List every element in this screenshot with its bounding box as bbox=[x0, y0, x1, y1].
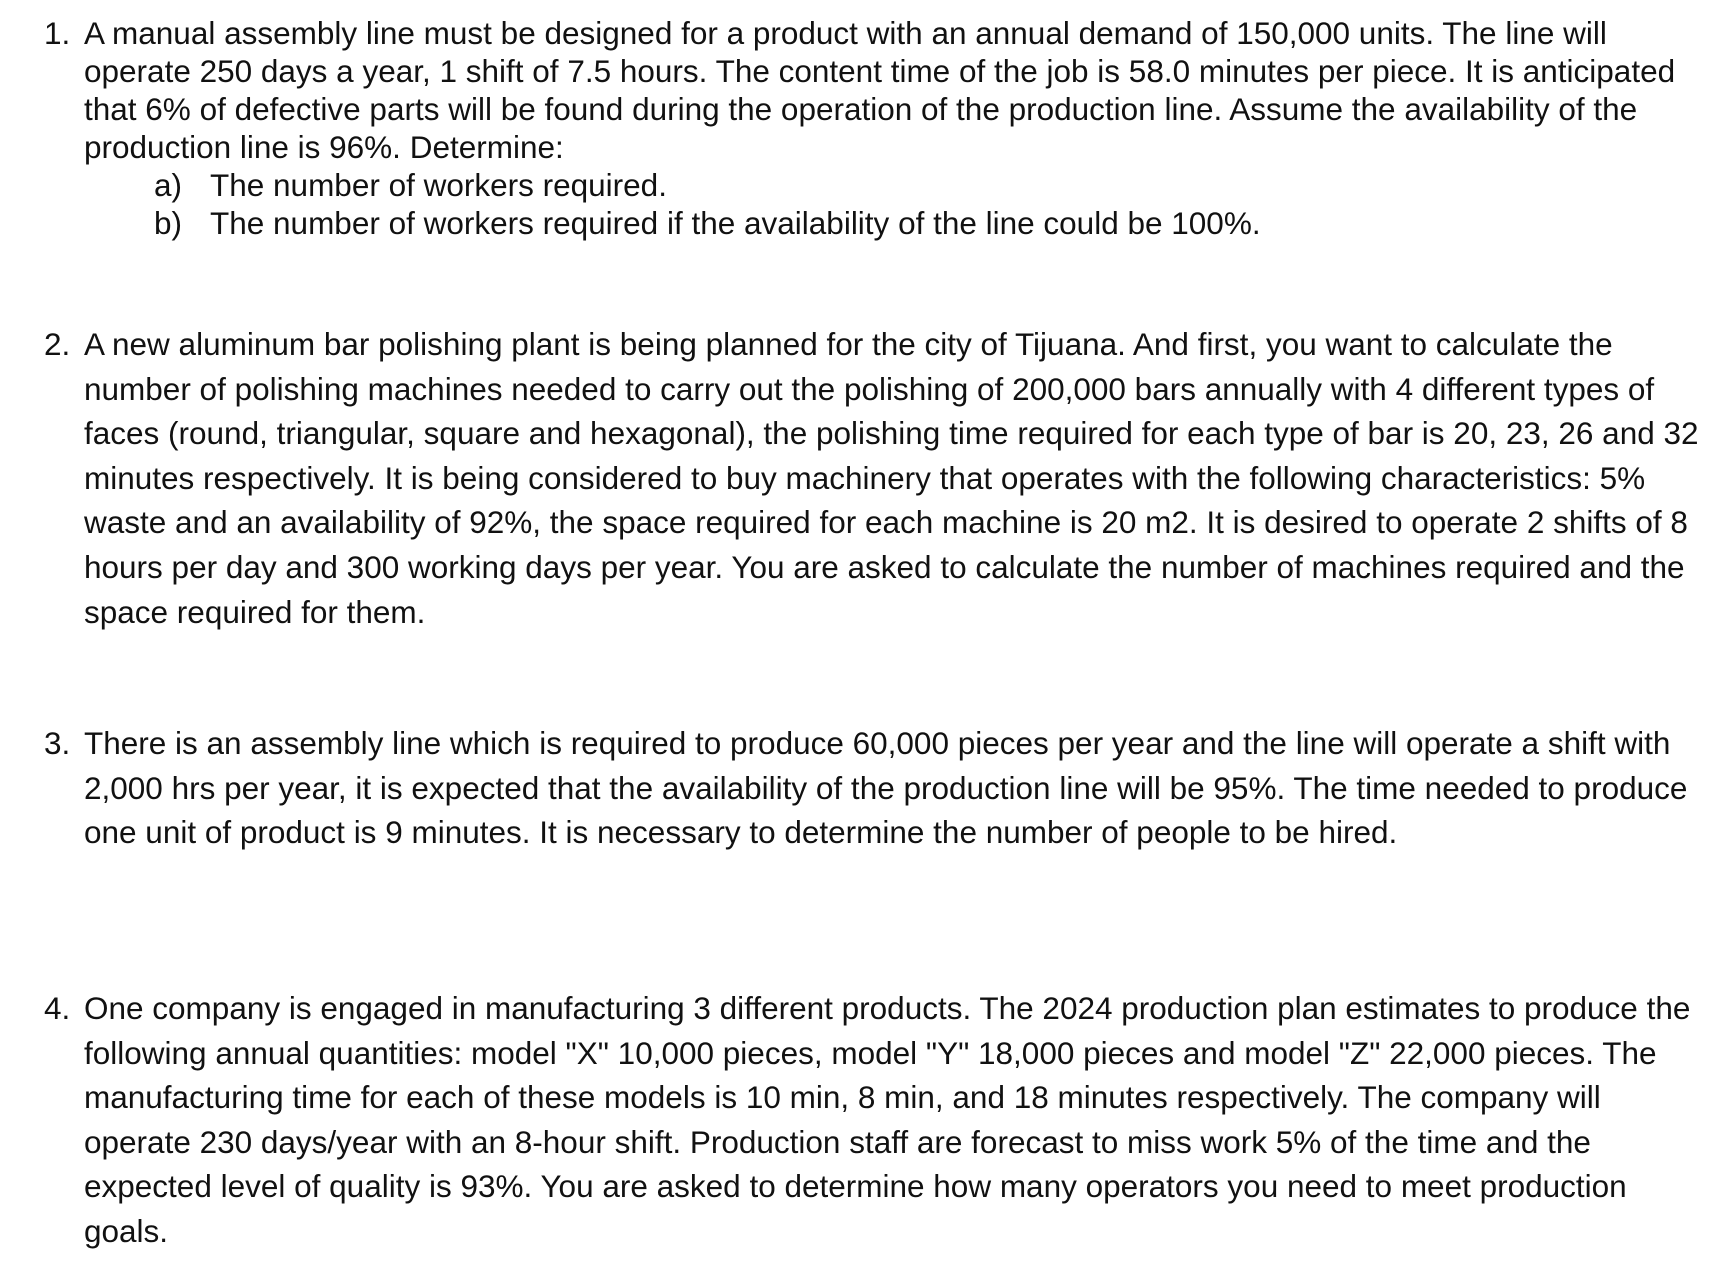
subitem-b bbox=[154, 204, 1704, 242]
problem-text: There is an assembly line which is required to produce 60,000 pieces per year and the line will operate a shift with 2,000 hrs per year, it is expected that the availability of the production line will be 95%. The time needed to produce one unit of product is 9 minutes. It is necessary to determine the number of people to be hired. bbox=[84, 725, 1688, 851]
problem-number: 3. bbox=[44, 725, 71, 761]
problem-number: 1. bbox=[44, 15, 71, 51]
subitem-text: The number of workers required. bbox=[210, 167, 667, 203]
problem-4 bbox=[44, 986, 1704, 1254]
problem-text: One company is engaged in manufacturing 3 different products. The 2024 production plan estimates to produce the following annual quantities: model "X" 10,000 pieces, model "Y" 18,000 pieces and model "Z" 22,000 pieces. The manufacturing time for each of these models is 10 min, 8 min, and 18 minutes respectively. The company will operate 230 days/year with an 8-hour shift. Production staff are forecast to miss work 5% of the time and the expected level of quality is 93%. You are asked to determine how many operators you need to meet production goals. bbox=[84, 990, 1691, 1249]
subitem-label: b) bbox=[154, 205, 183, 241]
problem-2 bbox=[44, 322, 1704, 634]
subitem-label: a) bbox=[154, 167, 183, 203]
problem-text: A manual assembly line must be designed for a product with an annual demand of 150,000 units. The line will operate 250 days a year, 1 shift of 7.5 hours. The content time of the job is 58.0 minutes per piece. It is anticipated that 6% of defective parts will be found during the operation of the production line. Assume the availability of the production line is 96%. Determine: bbox=[84, 15, 1676, 165]
problem-number: 4. bbox=[44, 990, 71, 1026]
problem-number: 2. bbox=[44, 326, 71, 362]
problem-text: A new aluminum bar polishing plant is being planned for the city of Tijuana. And first, you want to calculate the number of polishing machines needed to carry out the polishing of 200,000 bars annually with 4 different types of faces (round, triangular, square and hexagonal), the polishing time required for each type of bar is 20, 23, 26 and 32 minutes respectively. It is being considered to buy machinery that operates with the following characteristics: 5% waste and an availability of 92%, the space required for each machine is 20 m2. It is desired to operate 2 shifts of 8 hours per day and 300 working days per year. You are asked to calculate the number of machines required and the space required for them. bbox=[84, 326, 1699, 630]
subitem-a bbox=[154, 166, 1704, 204]
subitem-list bbox=[154, 166, 1704, 242]
subitem-text: The number of workers required if the availability of the line could be 100%. bbox=[210, 205, 1261, 241]
problem-3 bbox=[44, 721, 1704, 855]
problem-1 bbox=[44, 14, 1704, 242]
